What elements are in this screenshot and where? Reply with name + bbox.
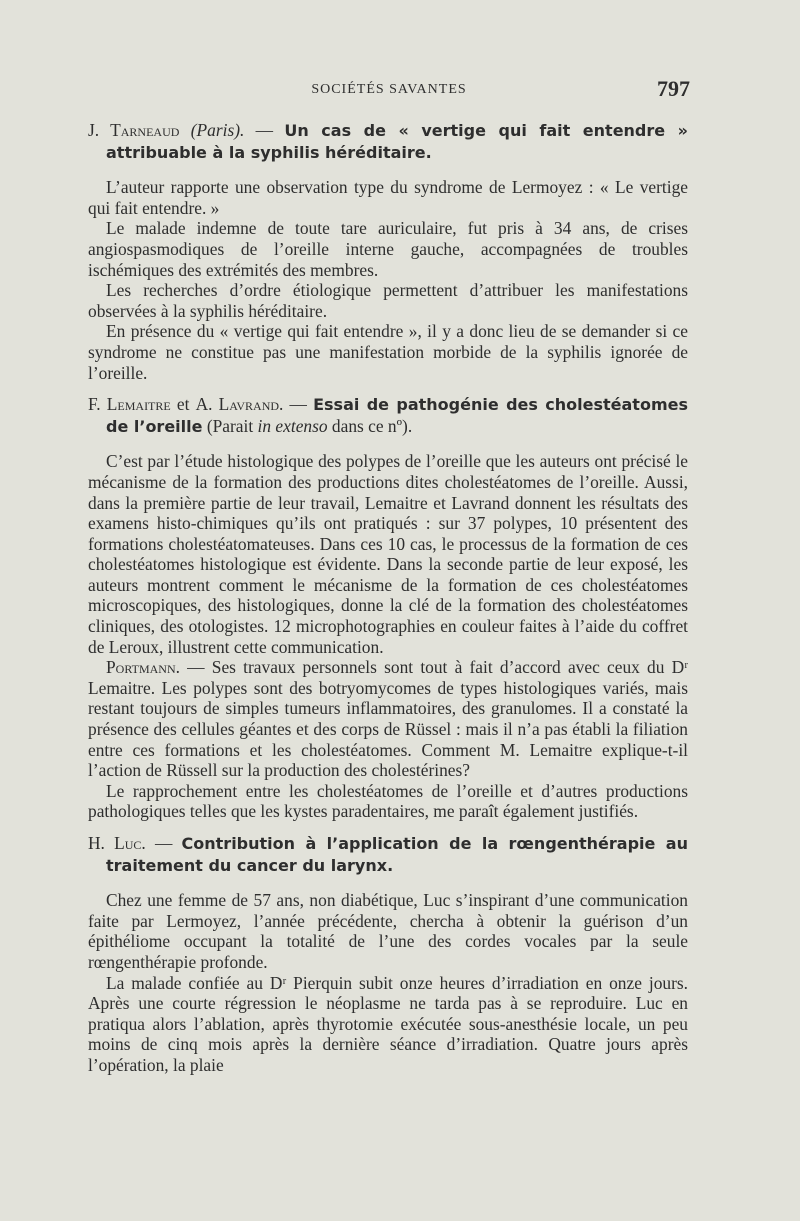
page-header xyxy=(88,76,690,110)
heading-dash: — xyxy=(244,120,285,140)
publication-note: (Parait xyxy=(202,415,258,436)
discussion-followup: Le rapprochement entre les cholestéatomes de l’oreille et d’autres productions pathologiques telles que les kystes paradentaires, me paraît également justifiés. xyxy=(88,780,688,822)
discussion-paragraph xyxy=(88,657,688,781)
entry-heading xyxy=(88,833,688,876)
author-name: J. Tarneaud xyxy=(88,120,180,140)
paragraph: La malade confiée au Dʳ Pierquin subit onze heures d’irradiation en onze jours. Après une courte régression le néoplasme ne tarda pas à se reproduire. Luc en pratiqua alors l’ablation, après thyrotomie exécutée sous-anesthésie locale, un peu moins de cinq mois après la dernière séance d’irradiation. Quatre jours après l’opération, la plaie xyxy=(88,972,688,1075)
author-name: F. Lemaitre xyxy=(88,394,171,415)
entry-title: Essai de pathogénie des cholestéatomes de l’oreille xyxy=(106,395,688,436)
paragraph: C’est par l’étude histologique des polypes de l’oreille que les auteurs ont précisé le mécanisme de la formation des productions dites cholestéatomes de l’oreille. Aussi, dans la première partie de leur travail, Lemaitre et Lavrand donnent les résultats des examens histo-chimiques qu’ils ont pratiqués : sur 37 polypes, 10 présentent des formations cholestéatomateuses. Dans ces 10 cas, le processus de la formation de ces cholestéatomes histologique est évidente. Dans la seconde partie de leur exposé, les auteurs montrent comment le mécanisme de la formation de ces cholestéatomes microscopiques, des histologiques, donne la clé de la formation des cholestéatomes cliniques, des otologistes. 12 microphotographies en couleur faites à l’aide du coffret de Leroux, illustrent cette communication. xyxy=(88,451,688,657)
paragraph: Chez une femme de 57 ans, non diabétique, Luc s’inspirant d’une communication faite par Lermoyez, l’année précédente, chercha à obtenir la guérison d’un épithéliome occupant la totalité de l’une des cordes vocales par la seule rœngenthérapie profonde. xyxy=(88,890,688,972)
discussant-name: Portmann. xyxy=(106,657,180,678)
author-city: (Paris). xyxy=(190,120,245,140)
author-name-2: A. Lavrand. xyxy=(195,394,284,415)
abstract-entry-tarneaud xyxy=(88,120,688,383)
discussion-text: — Ses travaux personnels sont tout à fait d’accord avec ceux du Dʳ Lemaitre. Les polypes sont des botryomycomes de types histologiques variés, mais restant toujours de simples tumeurs inflammatoires, des granulomes. Il a constaté la présence des cellules géantes et des corps de Rüssel : mais il n’a pas établi la filiation entre ces formations et les cholestéatomes. Comment M. Lemaitre explique-t-il l’action de Rüssell sur la production des cholestérines? xyxy=(88,657,688,781)
running-head: SOCIÉTÉS SAVANTES xyxy=(311,82,467,97)
page-number: 797 xyxy=(657,76,690,101)
entry-title: Contribution à l’application de la rœngenthérapie au traitement du cancer du larynx. xyxy=(106,834,688,875)
entry-heading xyxy=(88,394,688,437)
heading-dash: — xyxy=(283,394,314,415)
abstract-entry-luc xyxy=(88,833,688,1076)
author-name: H. Luc. xyxy=(88,833,146,853)
heading-dash: — xyxy=(145,833,182,853)
publication-note-end: dans ce nº). xyxy=(327,415,413,436)
paragraph: Le malade indemne de toute tare auriculaire, fut pris à 34 ans, de crises angiospasmodiques de l’oreille interne gauche, accompagnées de troubles ischémiques des extrémités des membres. xyxy=(88,218,688,280)
entry-title: Un cas de « vertige qui fait entendre » attribuable à la syphilis héréditaire. xyxy=(106,121,689,162)
publication-note-italic: in extenso xyxy=(257,415,328,436)
paragraph: Les recherches d’ordre étiologique permettent d’attribuer les manifestations observées à la syphilis héréditaire. xyxy=(88,280,688,321)
entry-heading xyxy=(88,120,688,163)
paragraph: L’auteur rapporte une observation type du syndrome de Lermoyez : « Le vertige qui fait entendre. » xyxy=(88,177,688,218)
paragraph: En présence du « vertige qui fait entendre », il y a donc lieu de se demander si ce syndrome ne constitue pas une manifestation morbide de la syphilis ignorée de l’oreille. xyxy=(88,321,688,383)
author-joiner: et xyxy=(170,394,196,415)
page-content xyxy=(88,120,688,1087)
abstract-entry-lemaitre-lavrand xyxy=(88,394,688,822)
